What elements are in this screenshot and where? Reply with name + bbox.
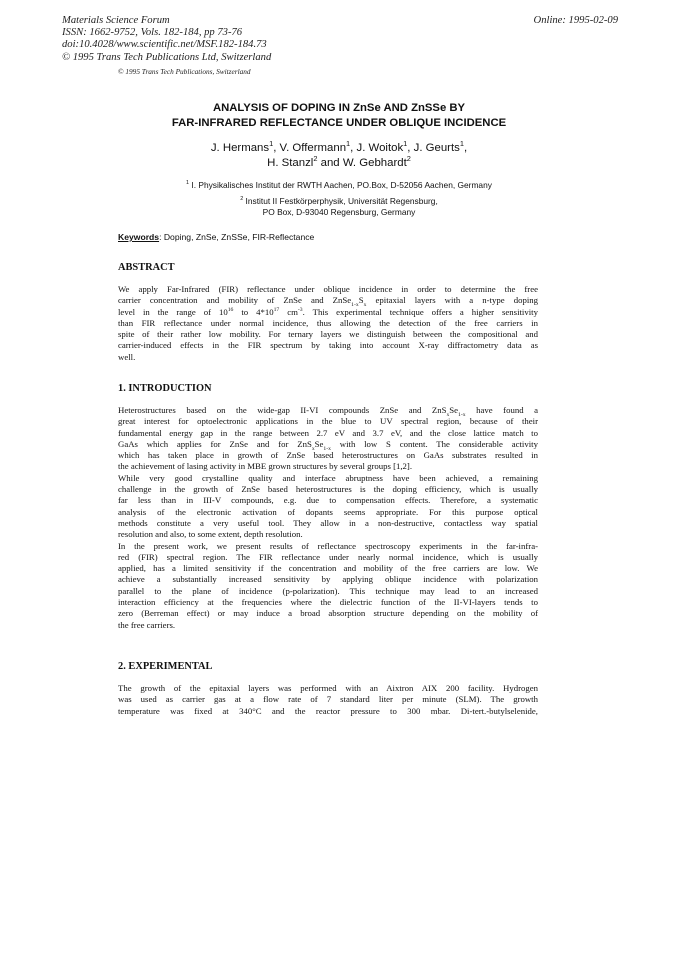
author-name: V. Offermann [279,142,347,154]
abstract-body [118,284,538,363]
text-line: methods constitute a very useful tool. They allow in a non-destructive, contactless way spatial [118,517,538,528]
author-separator: , [407,142,411,154]
text-line: the achievement of lasing activity in MBE grown structures by several groups [1,2]. [118,461,413,472]
text-line: temperature was fixed at 340°C and the reactor pressure to 300 mbar. Di-tert.-butylselenide, [118,705,538,716]
text-line: was used as carrier gas at a flow rate of 7 standard liter per minute (SLM). The growth [118,694,538,705]
text-line: analysis of the electronic activation of dopants seems appropriate. For this purpose optical [118,506,538,517]
author-separator: , [463,142,468,154]
author-affiliation-mark: 1 [269,139,274,149]
introduction-body [118,405,538,631]
journal-meta [62,15,271,64]
author-name: H. Stanzl [267,156,314,169]
affiliation-text: I. Physikalisches Institut der RWTH Aachen, PO.Box, D-52056 Aachen, Germany [191,180,492,190]
text-line: While very good crystalline quality and interface abruptness have been achieved, a remaining [118,472,538,483]
publisher-notice: © 1995 Trans Tech Publications, Switzerland [118,67,251,76]
affiliation-mark: 1 [186,180,190,187]
paper-title [0,101,678,130]
author-conjunction: and [320,156,340,169]
text-line: resolution and also, to some extent, depth resolution. [118,529,303,540]
keywords-label: Keywords [118,232,160,242]
text-line: GaAs which applies for ZnSe and for $ZnS_xSe_{1-x}$ with low S content. The considerable activity [118,438,538,452]
introduction-heading: 1. INTRODUCTION [118,383,212,394]
author-line-2 [0,153,678,171]
affiliation-text: PO Box, D-93040 Regensburg, Germany [262,207,416,217]
affiliation-1 [0,180,678,191]
author-name: J. Hermans [210,142,270,154]
author-affiliation-mark: 1 [346,139,351,149]
keywords [118,232,314,242]
copyright-line: © 1995 Trans Tech Publications Ltd, Switzerland [62,51,272,63]
title-line-1: ANALYSIS OF DOPING IN ZnSe AND ZnSSe BY [212,102,466,114]
text-line: achieve a substantially increased sensitivity by applying oblique incidence with polarization [118,574,538,585]
experimental-heading: 2. EXPERIMENTAL [118,661,213,672]
text-line: parallel to the plane of incidence (p-polarization). This technique may lead to an increased [118,585,538,596]
author-affiliation-mark: 2 [406,153,411,163]
author-name: W. Gebhardt [342,156,407,169]
text-line: than FIR reflectance under normal incidence, thus allowing the detection of the free carriers in [118,317,538,328]
text-line: spite of their rather low mobility. For ternary layers we distinguish between the compositional and [118,329,538,340]
text-line: well. [118,351,136,362]
text-line: In the present work, we present results of reflectance spectroscopy experiments in the far-infra- [118,540,538,551]
text-line: level in the range of $10^{16}$ to $4*10^{17}$ $cm^{-3}$. This experimental technique offers a higher sensitivity [118,306,538,317]
text-line: We apply Far-Infrared (FIR) reflectance under oblique incidence in order to determine the free [118,284,538,294]
text-line: fundamental energy gap in the range between 2.7 eV and 3.7 eV, and the close lattice match to [118,427,538,438]
title-line-2: FAR-INFRARED REFLECTANCE UNDER OBLIQUE INCIDENCE [171,116,507,129]
text-line: Heterostructures based on the wide-gap II-VI compounds ZnSe and $ZnS_xSe_{1-x}$ have found a [118,405,538,418]
author-line-1 [0,141,678,156]
text-line: far less than in III-V compounds, e.g. due to compensation effects. Therefore, a systematic [118,495,538,506]
author-name: J. Geurts [413,142,460,154]
author-list [0,141,678,170]
journal-name: Materials Science Forum [62,15,170,26]
author-affiliation-mark: 1 [459,139,464,149]
author-name: J. Woitok [356,142,404,154]
text-line: great interest for optoelectronic applications in the blue to UV spectral region, because of their [118,416,538,427]
text-line: red (FIR) spectral region. The FIR reflectance under nearly normal incidence, which is usually [118,551,538,562]
doi-line[interactable]: doi:10.4028/www.scientific.net/MSF.182-184.73 [62,39,267,51]
experimental-body [118,683,538,717]
affiliation-mark: 2 [240,196,244,203]
author-separator: , [273,142,277,154]
author-affiliation-mark: 2 [313,153,318,163]
text-line: carrier-induced effects in the FIR spectrum by taking into account X-ray diffractometry data as [118,340,538,351]
text-line: interaction efficiency at the frequencies where the dielectric function of the II-VI-layers tends to [118,597,538,608]
abstract-heading: ABSTRACT [118,262,175,273]
text-line: which has taken place in growth of ZnSe based heterostructures on GaAs substrates resulted in [118,450,538,461]
text-line: challenge in the growth of ZnSe based heterostructures is the doping efficiency, which is usually [118,484,538,495]
author-separator: , [350,142,354,154]
online-date: Online: 1995-02-09 [533,15,618,26]
affiliation-2 [0,196,678,218]
text-line: the free carriers. [118,619,176,630]
text-line: zero (Berreman effect) or may induce a broad absorption structure depending on the mobility of [118,608,538,619]
author-affiliation-mark: 1 [403,139,408,149]
text-line: The growth of the epitaxial layers was performed with an Aixtron AIX 200 facility. Hydrogen [118,683,538,693]
issn-line: ISSN: 1662-9752, Vols. 182-184, pp 73-76 [62,27,243,39]
text-line: carrier concentration and mobility of ZnSe and $ZnSe_{1-x}S_x$ epitaxial layers with a n-type doping [118,295,539,309]
text-line: applied, has a limited sensitivity if the concentration and mobility of the free carriers are low. We [118,563,538,574]
keywords-text: : Doping, ZnSe, ZnSSe, FIR-Reflectance [159,232,315,242]
affiliation-text: Institut II Festkörperphysik, Universität Regensburg, [245,196,438,206]
